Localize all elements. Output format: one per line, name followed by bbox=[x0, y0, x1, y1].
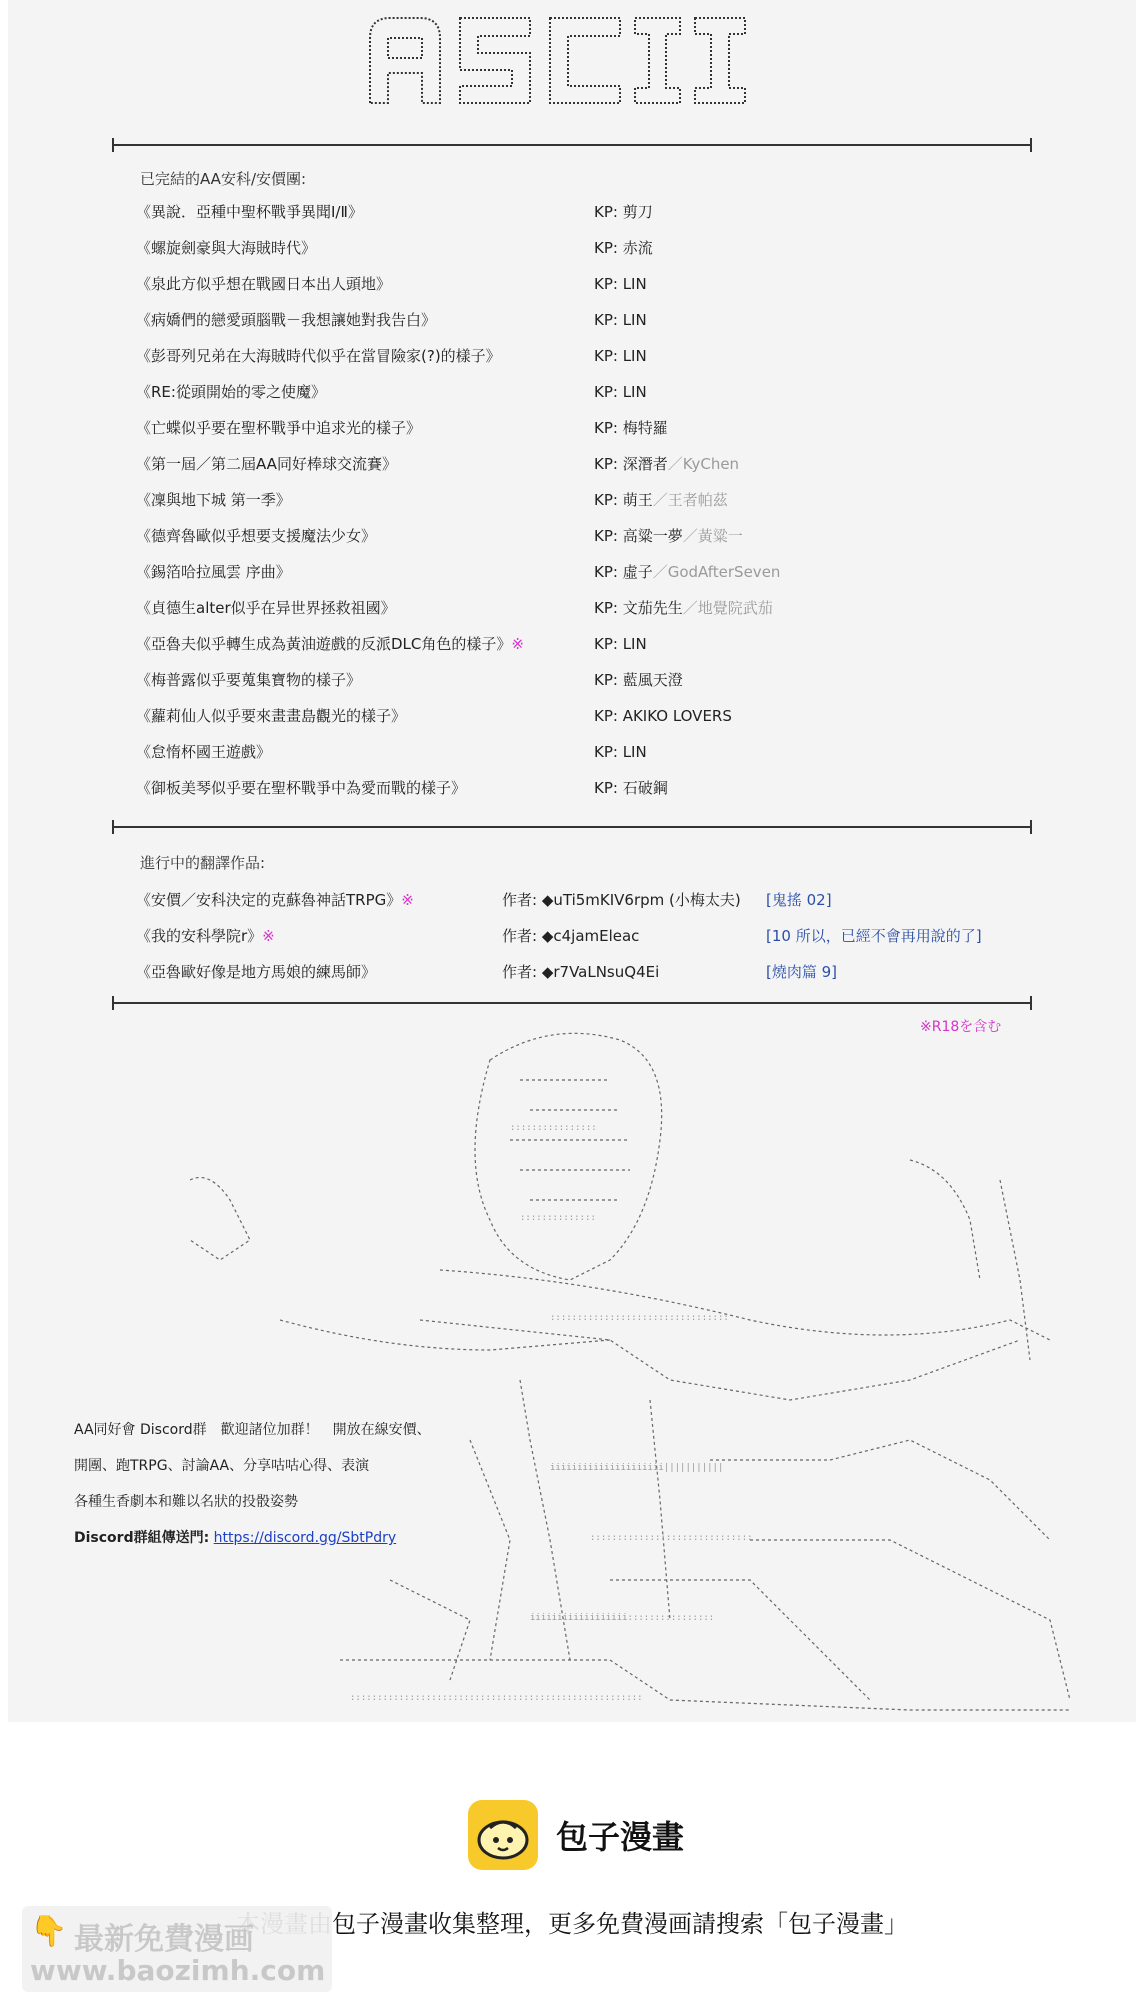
discord-link[interactable]: https://discord.gg/SbtPdry bbox=[213, 1530, 397, 1546]
svg-text:::::::::::::::::::::::::::::::: :::::::::::::::::::::::::::::::::::::::::::::::::::::: bbox=[350, 1693, 643, 1703]
completed-item-title: 《蘿莉仙人似乎要來畫畫島觀光的樣子》 bbox=[136, 707, 407, 725]
completed-item-title: 《RE:從頭開始的零之使魔》 bbox=[136, 383, 326, 401]
completed-item-kp bbox=[594, 380, 647, 404]
completed-item-kp bbox=[594, 524, 743, 548]
completed-item-kp bbox=[594, 416, 668, 440]
section-divider-bottom bbox=[112, 1002, 1032, 1004]
svg-text:::::::::::::::::: :::::::::::::::: bbox=[510, 1123, 597, 1133]
completed-item-title: 《貞德生alter似乎在异世界拯救祖國》 bbox=[136, 599, 396, 617]
kp-name: KP: AKIKO LOVERS bbox=[594, 707, 732, 725]
kp-name: KP: LIN bbox=[594, 635, 647, 653]
ongoing-item-title-group bbox=[136, 924, 275, 948]
ongoing-item-status[interactable]: [燒肉篇 9] bbox=[766, 963, 838, 981]
discord-link-label: Discord群組傳送門: bbox=[74, 1530, 210, 1546]
ongoing-heading: 進行中的翻譯作品: bbox=[140, 854, 266, 872]
footer-main: 包子漫畫收集整理，更多免費漫画請搜索「包子漫畫」 bbox=[332, 1910, 908, 1938]
kp-name: KP: 藍風天澄 bbox=[594, 671, 683, 689]
completed-item-title: 《御板美琴似乎要在聖杯戰爭中為愛而戰的樣子》 bbox=[136, 779, 467, 797]
svg-text:iiiiiiiiiiiiiiiiii::::::::::::: iiiiiiiiiiiiiiiiii:::::::::::::::: bbox=[530, 1613, 715, 1623]
kp-name: KP: 石破鋼 bbox=[594, 779, 668, 797]
completed-item-title: 《異說．亞種中聖杯戰爭異聞Ⅰ/Ⅱ》 bbox=[136, 203, 363, 221]
ongoing-item-status[interactable]: [10 所以，已經不會再用說的了] bbox=[766, 927, 982, 945]
completed-item-kp bbox=[594, 452, 739, 476]
kp-name: KP: LIN bbox=[594, 311, 647, 329]
completed-item-title-group bbox=[136, 632, 524, 656]
kp-name: KP: 萌王 bbox=[594, 491, 653, 509]
svg-text:::::::::::::::::::::::::::::::: ::::::::::::::::::::::::::::::::: bbox=[550, 1313, 729, 1323]
watermark-line-2: www.baozimh.com bbox=[30, 1954, 326, 1987]
completed-item-kp bbox=[594, 740, 647, 764]
ongoing-item-author: 作者: ◆r7VaLNsuQ4Ei bbox=[502, 963, 660, 981]
kp-name: KP: 文茄先生 bbox=[594, 599, 683, 617]
ascii-title-art bbox=[360, 8, 760, 108]
kp-name: KP: LIN bbox=[594, 383, 647, 401]
completed-item-title: 《梅普露似乎要蒐集寶物的樣子》 bbox=[136, 671, 362, 689]
completed-item-kp bbox=[594, 488, 728, 512]
svg-text:::::::::::::::::::::::::::::::: :::::::::::::::::::::::::::::: bbox=[590, 1533, 753, 1543]
ongoing-item-author: 作者: ◆c4jamEleac bbox=[502, 927, 640, 945]
completed-item-kp bbox=[594, 200, 653, 224]
completed-item-kp bbox=[594, 560, 780, 584]
ongoing-item-title: 《我的安科學院r》 bbox=[136, 927, 263, 945]
kp-alt-name: ／地覺院武茄 bbox=[682, 599, 773, 617]
completed-item-kp bbox=[594, 344, 647, 368]
completed-item-title: 《螺旋劍豪與大海賊時代》 bbox=[136, 239, 317, 257]
ongoing-item-title: 《亞魯歐好像是地方馬娘的練馬師》 bbox=[136, 963, 377, 981]
completed-item-title: 《怠惰杯國王遊戲》 bbox=[136, 743, 272, 761]
kp-alt-name: ／黃粱一 bbox=[682, 527, 743, 545]
r18-note: ※R18を含む bbox=[920, 1019, 1002, 1035]
watermark-line-1: 最新免費漫画 bbox=[74, 1922, 254, 1957]
completed-item-kp bbox=[594, 632, 647, 656]
completed-item-title: 《第一屆／第二屆AA同好棒球交流賽》 bbox=[136, 455, 397, 473]
brand-name: 包子漫畫 bbox=[556, 1818, 685, 1856]
completed-item-kp bbox=[594, 776, 668, 800]
discord-line-1: AA同好會 Discord群 歡迎諸位加群！ 開放在線安價、 bbox=[74, 1422, 431, 1438]
watermark bbox=[22, 1906, 332, 1992]
completed-item-title: 《病嬌們的戀愛頭腦戰－我想讓她對我告白》 bbox=[136, 311, 437, 329]
ongoing-item-title-group bbox=[136, 960, 376, 984]
svg-text:::::::::::::::: :::::::::::::: bbox=[520, 1213, 596, 1223]
completed-item-title: 《彭哥列兄弟在大海賊時代似乎在當冒險家(?)的樣子》 bbox=[136, 347, 501, 365]
completed-item-kp bbox=[594, 272, 647, 296]
r18-mark: ※ bbox=[511, 635, 524, 653]
kp-name: KP: 梅特羅 bbox=[594, 419, 668, 437]
kp-name: KP: 深潛者 bbox=[594, 455, 668, 473]
discord-link-row bbox=[74, 1520, 431, 1556]
r18-mark: ※ bbox=[401, 891, 414, 909]
baozi-logo-icon bbox=[468, 1800, 538, 1870]
section-divider-top bbox=[112, 144, 1032, 146]
kp-name: KP: 虛子 bbox=[594, 563, 653, 581]
discord-line-3: 各種生香劇本和難以名狀的投骰姿勢 bbox=[74, 1494, 298, 1510]
ongoing-item-status[interactable]: [鬼搖 02] bbox=[766, 891, 832, 909]
kp-name: KP: LIN bbox=[594, 347, 647, 365]
ongoing-item-title: 《安價／安科決定的克蘇魯神話TRPG》 bbox=[136, 891, 402, 909]
ongoing-item-author: 作者: ◆uTi5mKIV6rpm (小梅太夫) bbox=[502, 891, 741, 909]
r18-mark: ※ bbox=[262, 927, 275, 945]
completed-item-kp bbox=[594, 704, 732, 728]
discord-info bbox=[74, 1412, 431, 1556]
completed-item-title: 《凜與地下城 第一季》 bbox=[136, 491, 291, 509]
kp-name: KP: 高粱一夢 bbox=[594, 527, 683, 545]
kp-name: KP: LIN bbox=[594, 743, 647, 761]
completed-heading: 已完結的AA安科/安價團: bbox=[140, 170, 307, 188]
completed-item-title: 《錫箔哈拉風雲 序曲》 bbox=[136, 563, 291, 581]
completed-item-kp bbox=[594, 596, 773, 620]
completed-item-kp bbox=[594, 308, 647, 332]
completed-item-title: 《亞魯夫似乎轉生成為黃油遊戲的反派DLC角色的樣子》 bbox=[136, 635, 512, 653]
kp-alt-name: ／王者帕茲 bbox=[652, 491, 728, 509]
kp-alt-name: ／KyChen bbox=[667, 455, 740, 473]
pointing-hand-icon: 👇 bbox=[30, 1914, 68, 1949]
section-divider-middle bbox=[112, 826, 1032, 828]
completed-item-title: 《泉此方似乎想在戰國日本出人頭地》 bbox=[136, 275, 392, 293]
kp-name: KP: LIN bbox=[594, 275, 647, 293]
completed-item-title: 《亡蝶似乎要在聖杯戰爭中追求光的樣子》 bbox=[136, 419, 422, 437]
ongoing-item-title-group bbox=[136, 888, 414, 912]
completed-item-kp bbox=[594, 668, 683, 692]
completed-item-title: 《德齊魯歐似乎想要支援魔法少女》 bbox=[136, 527, 377, 545]
svg-text:iiiiiiiiiiiiiiiiiiiii|||||||||: iiiiiiiiiiiiiiiiiiiii||||||||||| bbox=[550, 1463, 724, 1473]
kp-name: KP: 剪刀 bbox=[594, 203, 653, 221]
kp-name: KP: 赤流 bbox=[594, 239, 653, 257]
kp-alt-name: ／GodAfterSeven bbox=[652, 563, 781, 581]
completed-item-kp bbox=[594, 236, 653, 260]
ascii-art-illustration bbox=[190, 1020, 1100, 1720]
discord-line-2: 開團、跑TRPG、討論AA、分享咕咕心得、表演 bbox=[74, 1458, 370, 1474]
